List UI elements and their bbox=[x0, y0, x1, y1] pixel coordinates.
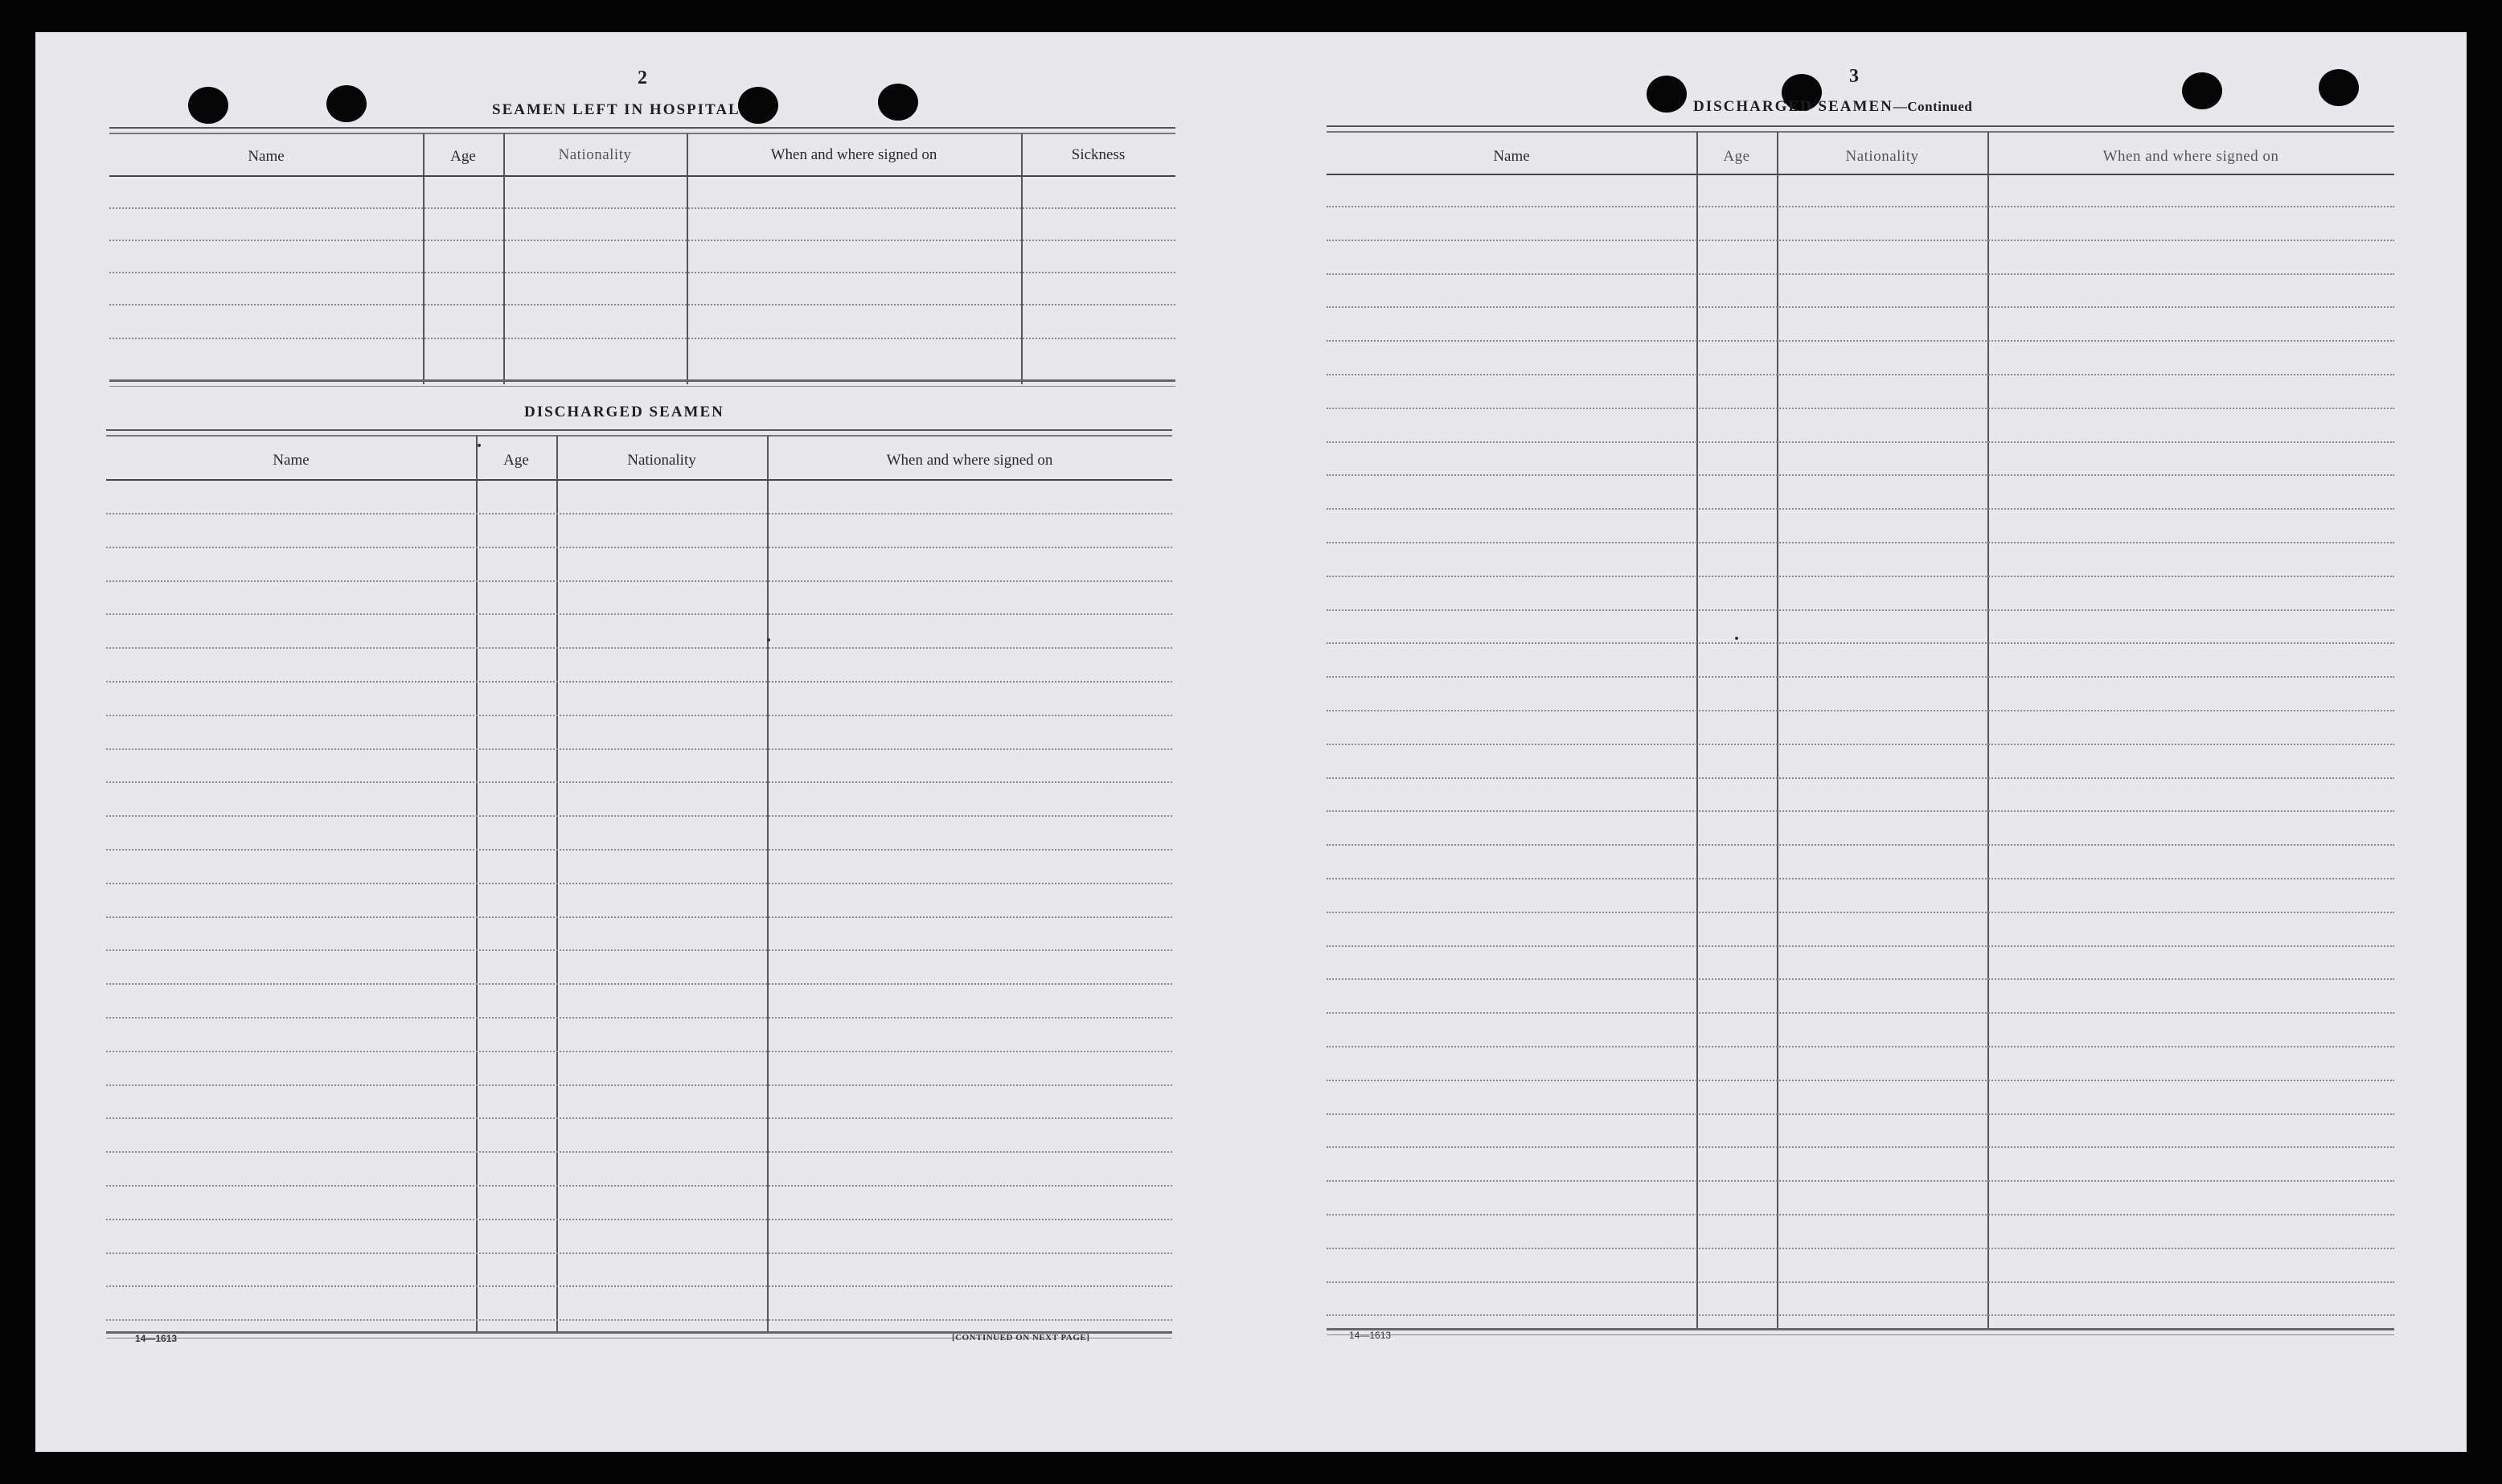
table-row bbox=[109, 272, 1175, 273]
column-divider bbox=[556, 436, 558, 1333]
column-header-age: Age bbox=[1723, 148, 1750, 165]
table-bottom-rule bbox=[109, 379, 1175, 387]
punch-hole bbox=[2182, 72, 2222, 109]
column-divider bbox=[503, 133, 505, 384]
table-row bbox=[1327, 1214, 2394, 1215]
table-row bbox=[1327, 542, 2394, 543]
table-row bbox=[106, 849, 1172, 851]
table-row bbox=[1327, 1113, 2394, 1115]
table-row bbox=[106, 613, 1172, 615]
right-section-title-suffix: —Continued bbox=[1893, 99, 1973, 114]
table-row bbox=[106, 1319, 1172, 1321]
right-section-title-main: DISCHARGED SEAMEN bbox=[1693, 98, 1893, 115]
table-row bbox=[1327, 240, 2394, 241]
table-top-rule bbox=[1327, 125, 2394, 133]
table-row bbox=[106, 1117, 1172, 1119]
table-row bbox=[106, 513, 1172, 514]
column-header-name: Name bbox=[273, 452, 310, 469]
column-header-name: Name bbox=[248, 148, 285, 165]
column-header-nationality: Nationality bbox=[1845, 148, 1919, 165]
column-header-age: Age bbox=[503, 452, 529, 469]
column-divider bbox=[476, 436, 478, 1333]
right-form-number: 14—1613 bbox=[1349, 1330, 1392, 1341]
table-row bbox=[1327, 844, 2394, 846]
table-row bbox=[106, 1051, 1172, 1052]
table-row bbox=[106, 1084, 1172, 1086]
table-row bbox=[109, 240, 1175, 241]
table-row bbox=[1327, 609, 2394, 611]
table-bottom-rule bbox=[1327, 1328, 2394, 1335]
ledger-sheet bbox=[35, 32, 2467, 1452]
table-row bbox=[1327, 810, 2394, 812]
table-row bbox=[109, 207, 1175, 209]
table-row bbox=[1327, 1146, 2394, 1148]
table-row bbox=[109, 338, 1175, 339]
table-row bbox=[106, 681, 1172, 683]
right-section-title bbox=[1693, 98, 1972, 116]
column-divider bbox=[1696, 132, 1698, 1330]
column-divider bbox=[687, 133, 688, 384]
table-row bbox=[106, 547, 1172, 548]
table-header-rule bbox=[106, 479, 1172, 481]
table-row bbox=[1327, 306, 2394, 308]
table-row bbox=[106, 781, 1172, 783]
right-page-number: 3 bbox=[1849, 66, 1859, 87]
punch-hole bbox=[1647, 76, 1687, 113]
table-row bbox=[106, 815, 1172, 817]
table-row bbox=[1327, 978, 2394, 980]
scan-speck bbox=[478, 444, 481, 447]
table-row bbox=[106, 1219, 1172, 1220]
column-divider bbox=[767, 436, 769, 1333]
column-divider bbox=[423, 133, 425, 384]
column-header-when-where: When and where signed on bbox=[770, 146, 937, 163]
table-row bbox=[106, 883, 1172, 884]
punch-hole bbox=[2319, 69, 2359, 106]
table-row bbox=[1327, 441, 2394, 443]
column-divider bbox=[1021, 133, 1023, 384]
table-row bbox=[1327, 1248, 2394, 1249]
table-row bbox=[106, 1151, 1172, 1153]
column-divider bbox=[1987, 132, 1989, 1330]
table-row bbox=[1327, 676, 2394, 678]
table-row bbox=[1327, 340, 2394, 342]
column-divider bbox=[1777, 132, 1778, 1330]
column-header-nationality: Nationality bbox=[627, 452, 696, 469]
table-row bbox=[1327, 576, 2394, 577]
table-top-rule bbox=[109, 127, 1175, 134]
column-header-nationality: Nationality bbox=[558, 146, 632, 163]
table-row bbox=[106, 647, 1172, 649]
scan-speck bbox=[1735, 637, 1738, 640]
continued-on-next-page-note: [CONTINUED ON NEXT PAGE] bbox=[952, 1333, 1090, 1343]
table-row bbox=[1327, 777, 2394, 779]
table-row bbox=[1327, 878, 2394, 879]
table-row bbox=[1327, 374, 2394, 375]
table-header-rule bbox=[1327, 174, 2394, 175]
table-row bbox=[1327, 1046, 2394, 1047]
hospital-table bbox=[109, 127, 1175, 386]
discharged-table-left bbox=[106, 429, 1172, 1339]
table-row bbox=[1327, 273, 2394, 275]
table-row bbox=[1327, 912, 2394, 913]
punch-hole bbox=[738, 87, 778, 124]
table-row bbox=[106, 949, 1172, 951]
table-header-rule bbox=[109, 175, 1175, 177]
punch-hole bbox=[878, 84, 918, 121]
scan-speck bbox=[767, 638, 770, 642]
table-row bbox=[1327, 1180, 2394, 1182]
table-row bbox=[106, 748, 1172, 750]
punch-hole bbox=[326, 85, 367, 122]
table-row bbox=[106, 983, 1172, 985]
column-header-name: Name bbox=[1493, 148, 1530, 165]
table-row bbox=[106, 1017, 1172, 1019]
left-form-number: 14—1613 bbox=[135, 1333, 178, 1344]
table-row bbox=[1327, 642, 2394, 644]
column-header-when-where: When and where signed on bbox=[886, 452, 1053, 469]
table-row bbox=[109, 304, 1175, 305]
table-top-rule bbox=[106, 429, 1172, 437]
discharged-section-title: DISCHARGED SEAMEN bbox=[524, 404, 724, 420]
column-header-when-where: When and where signed on bbox=[2102, 148, 2279, 165]
table-row bbox=[1327, 508, 2394, 510]
discharged-table-right bbox=[1327, 125, 2394, 1336]
table-row bbox=[106, 916, 1172, 918]
left-page-number: 2 bbox=[638, 68, 647, 88]
table-row bbox=[1327, 408, 2394, 409]
table-row bbox=[1327, 945, 2394, 947]
table-row bbox=[106, 1252, 1172, 1254]
table-row bbox=[106, 1185, 1172, 1187]
table-row bbox=[1327, 206, 2394, 207]
column-header-age: Age bbox=[450, 148, 476, 165]
column-header-sickness: Sickness bbox=[1071, 146, 1126, 163]
table-row bbox=[1327, 1080, 2394, 1081]
table-row bbox=[106, 580, 1172, 582]
table-row bbox=[1327, 1281, 2394, 1283]
punch-hole bbox=[188, 87, 228, 124]
table-row bbox=[1327, 1314, 2394, 1316]
table-row bbox=[1327, 1012, 2394, 1014]
table-row bbox=[106, 715, 1172, 716]
hospital-section-title: SEAMEN LEFT IN HOSPITAL bbox=[492, 101, 740, 118]
table-row bbox=[1327, 744, 2394, 745]
table-row bbox=[106, 1285, 1172, 1287]
table-row bbox=[1327, 474, 2394, 476]
table-row bbox=[1327, 710, 2394, 711]
